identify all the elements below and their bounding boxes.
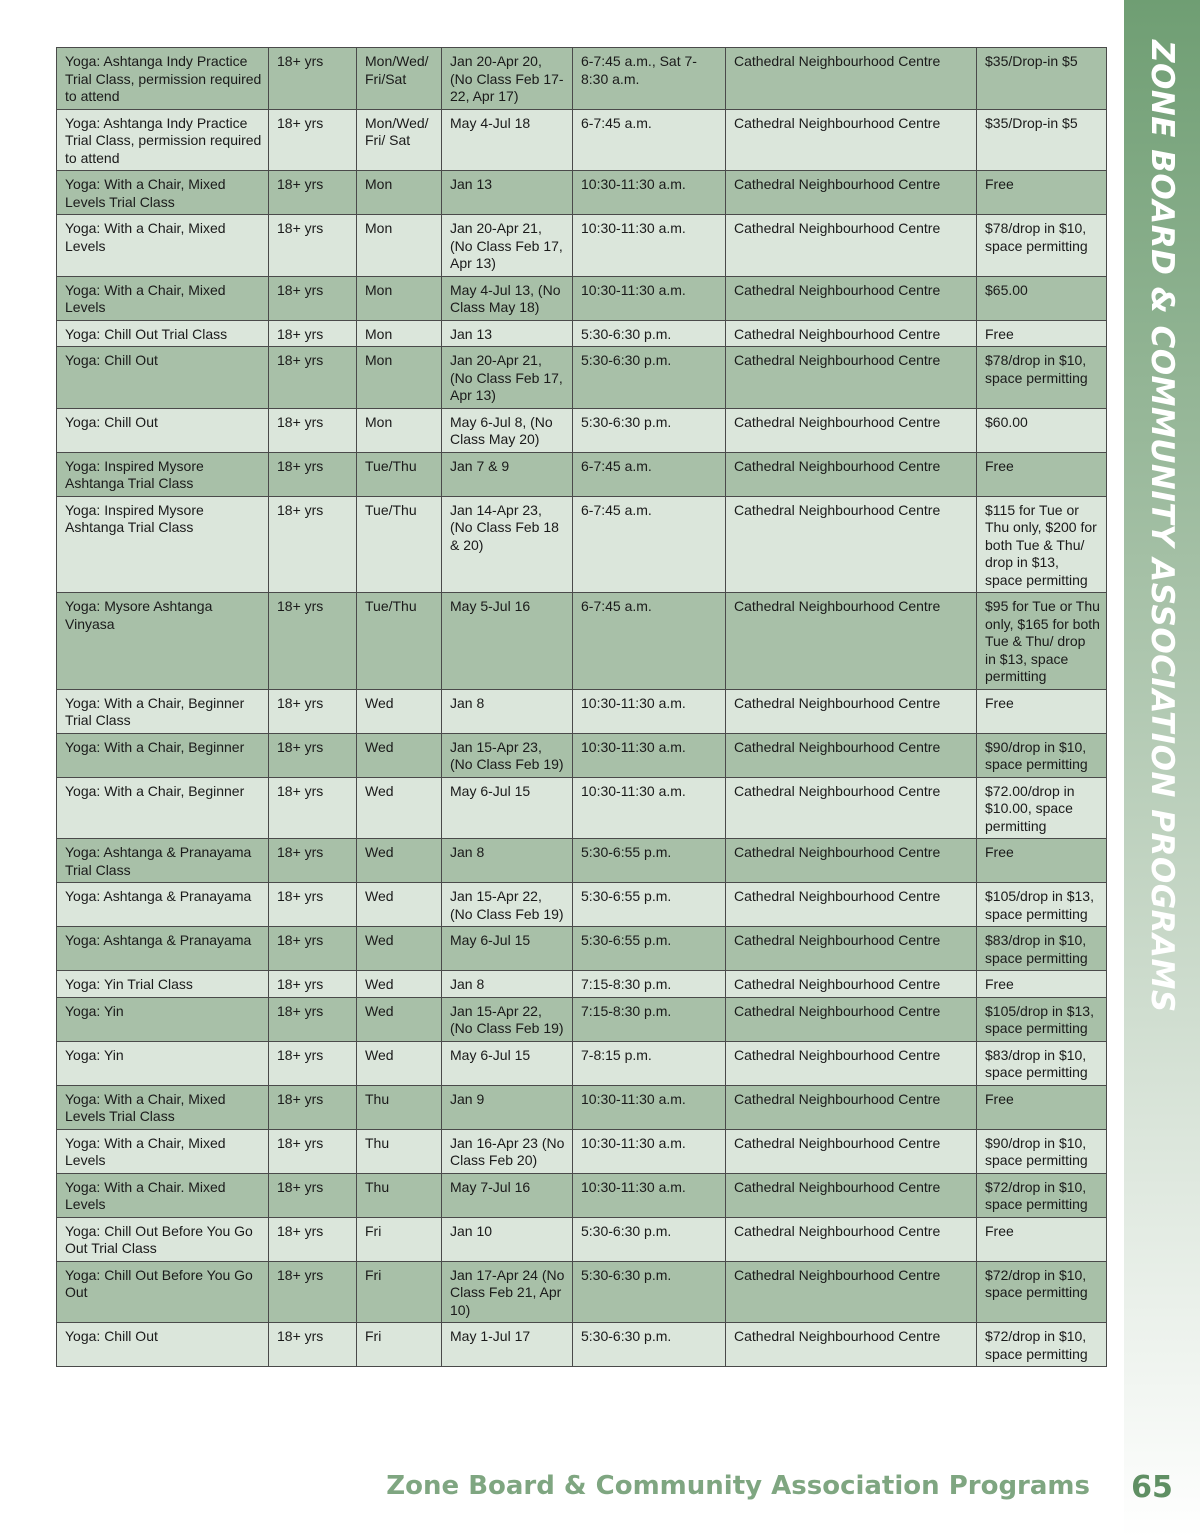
cell-fee: $72/drop in $10, space permitting xyxy=(977,1323,1107,1367)
cell-location: Cathedral Neighbourhood Centre xyxy=(726,215,977,277)
cell-time: 5:30-6:55 p.m. xyxy=(573,883,726,927)
cell-location: Cathedral Neighbourhood Centre xyxy=(726,408,977,452)
cell-age: 18+ yrs xyxy=(269,496,357,593)
cell-location: Cathedral Neighbourhood Centre xyxy=(726,1173,977,1217)
cell-dates: Jan 8 xyxy=(442,971,573,998)
cell-days: Wed xyxy=(357,997,442,1041)
cell-time: 6-7:45 a.m., Sat 7-8:30 a.m. xyxy=(573,48,726,110)
table-row xyxy=(57,689,1107,733)
cell-fee: $83/drop in $10, space permitting xyxy=(977,927,1107,971)
cell-time: 7:15-8:30 p.m. xyxy=(573,971,726,998)
cell-age: 18+ yrs xyxy=(269,1173,357,1217)
cell-location: Cathedral Neighbourhood Centre xyxy=(726,109,977,171)
table-row xyxy=(57,320,1107,347)
cell-time: 10:30-11:30 a.m. xyxy=(573,1173,726,1217)
cell-time: 5:30-6:30 p.m. xyxy=(573,347,726,409)
program-table xyxy=(56,47,1107,1367)
cell-age: 18+ yrs xyxy=(269,971,357,998)
cell-location: Cathedral Neighbourhood Centre xyxy=(726,171,977,215)
cell-dates: May 7-Jul 16 xyxy=(442,1173,573,1217)
table-row xyxy=(57,1261,1107,1323)
cell-fee: Free xyxy=(977,839,1107,883)
cell-location: Cathedral Neighbourhood Centre xyxy=(726,452,977,496)
cell-days: Mon xyxy=(357,215,442,277)
cell-days: Wed xyxy=(357,883,442,927)
table-row xyxy=(57,48,1107,110)
cell-fee: $105/drop in $13, space permitting xyxy=(977,883,1107,927)
cell-dates: Jan 20-Apr 21, (No Class Feb 17, Apr 13) xyxy=(442,347,573,409)
cell-dates: Jan 15-Apr 23, (No Class Feb 19) xyxy=(442,733,573,777)
cell-location: Cathedral Neighbourhood Centre xyxy=(726,276,977,320)
cell-fee: $65.00 xyxy=(977,276,1107,320)
cell-program: Yoga: Mysore Ashtanga Vinyasa xyxy=(57,593,269,690)
table-row xyxy=(57,452,1107,496)
cell-dates: Jan 9 xyxy=(442,1085,573,1129)
cell-dates: Jan 8 xyxy=(442,689,573,733)
cell-time: 10:30-11:30 a.m. xyxy=(573,777,726,839)
cell-program: Yoga: With a Chair. Mixed Levels xyxy=(57,1173,269,1217)
cell-dates: Jan 10 xyxy=(442,1217,573,1261)
cell-time: 10:30-11:30 a.m. xyxy=(573,171,726,215)
cell-days: Wed xyxy=(357,777,442,839)
cell-age: 18+ yrs xyxy=(269,593,357,690)
cell-location: Cathedral Neighbourhood Centre xyxy=(726,347,977,409)
cell-location: Cathedral Neighbourhood Centre xyxy=(726,689,977,733)
table-row xyxy=(57,276,1107,320)
cell-fee: Free xyxy=(977,689,1107,733)
cell-dates: May 5-Jul 16 xyxy=(442,593,573,690)
cell-fee: Free xyxy=(977,320,1107,347)
cell-age: 18+ yrs xyxy=(269,777,357,839)
cell-dates: Jan 20-Apr 20, (No Class Feb 17-22, Apr 17) xyxy=(442,48,573,110)
cell-fee: $90/drop in $10, space permitting xyxy=(977,733,1107,777)
table-row xyxy=(57,927,1107,971)
cell-program: Yoga: Chill Out xyxy=(57,1323,269,1367)
cell-dates: May 6-Jul 15 xyxy=(442,927,573,971)
cell-program: Yoga: With a Chair, Mixed Levels xyxy=(57,276,269,320)
cell-age: 18+ yrs xyxy=(269,452,357,496)
cell-age: 18+ yrs xyxy=(269,276,357,320)
cell-days: Tue/Thu xyxy=(357,452,442,496)
cell-days: Fri xyxy=(357,1217,442,1261)
cell-days: Wed xyxy=(357,1041,442,1085)
cell-days: Thu xyxy=(357,1085,442,1129)
table-row xyxy=(57,1217,1107,1261)
cell-program: Yoga: Inspired Mysore Ashtanga Trial Class xyxy=(57,452,269,496)
cell-days: Tue/Thu xyxy=(357,496,442,593)
cell-time: 5:30-6:30 p.m. xyxy=(573,408,726,452)
cell-dates: Jan 15-Apr 22, (No Class Feb 19) xyxy=(442,883,573,927)
cell-location: Cathedral Neighbourhood Centre xyxy=(726,733,977,777)
cell-age: 18+ yrs xyxy=(269,171,357,215)
cell-program: Yoga: Chill Out Trial Class xyxy=(57,320,269,347)
cell-program: Yoga: Ashtanga & Pranayama Trial Class xyxy=(57,839,269,883)
cell-days: Mon xyxy=(357,276,442,320)
cell-fee: $105/drop in $13, space permitting xyxy=(977,997,1107,1041)
cell-program: Yoga: Chill Out Before You Go Out Trial Class xyxy=(57,1217,269,1261)
cell-age: 18+ yrs xyxy=(269,347,357,409)
cell-location: Cathedral Neighbourhood Centre xyxy=(726,48,977,110)
cell-time: 5:30-6:55 p.m. xyxy=(573,927,726,971)
cell-program: Yoga: Chill Out xyxy=(57,347,269,409)
table-row xyxy=(57,971,1107,998)
cell-days: Mon xyxy=(357,347,442,409)
table-row xyxy=(57,496,1107,593)
cell-dates: Jan 17-Apr 24 (No Class Feb 21, Apr 10) xyxy=(442,1261,573,1323)
cell-age: 18+ yrs xyxy=(269,1217,357,1261)
cell-age: 18+ yrs xyxy=(269,883,357,927)
cell-dates: Jan 16-Apr 23 (No Class Feb 20) xyxy=(442,1129,573,1173)
cell-location: Cathedral Neighbourhood Centre xyxy=(726,593,977,690)
cell-program: Yoga: With a Chair, Beginner xyxy=(57,777,269,839)
cell-dates: Jan 14-Apr 23, (No Class Feb 18 & 20) xyxy=(442,496,573,593)
cell-location: Cathedral Neighbourhood Centre xyxy=(726,883,977,927)
cell-dates: May 4-Jul 13, (No Class May 18) xyxy=(442,276,573,320)
cell-program: Yoga: Ashtanga Indy Practice Trial Class, permission required to attend xyxy=(57,48,269,110)
cell-location: Cathedral Neighbourhood Centre xyxy=(726,997,977,1041)
cell-time: 6-7:45 a.m. xyxy=(573,109,726,171)
cell-dates: May 6-Jul 15 xyxy=(442,777,573,839)
cell-program: Yoga: Yin xyxy=(57,1041,269,1085)
cell-program: Yoga: Yin Trial Class xyxy=(57,971,269,998)
cell-age: 18+ yrs xyxy=(269,927,357,971)
cell-fee: $90/drop in $10, space permitting xyxy=(977,1129,1107,1173)
cell-fee: Free xyxy=(977,171,1107,215)
cell-age: 18+ yrs xyxy=(269,408,357,452)
cell-age: 18+ yrs xyxy=(269,1041,357,1085)
table-row xyxy=(57,777,1107,839)
cell-fee: $78/drop in $10, space permitting xyxy=(977,347,1107,409)
cell-age: 18+ yrs xyxy=(269,1261,357,1323)
cell-location: Cathedral Neighbourhood Centre xyxy=(726,1129,977,1173)
cell-location: Cathedral Neighbourhood Centre xyxy=(726,320,977,347)
cell-program: Yoga: Ashtanga Indy Practice Trial Class, permission required to attend xyxy=(57,109,269,171)
cell-days: Tue/Thu xyxy=(357,593,442,690)
table-row xyxy=(57,1323,1107,1367)
cell-fee: $72/drop in $10, space permitting xyxy=(977,1173,1107,1217)
table-row xyxy=(57,1041,1107,1085)
cell-age: 18+ yrs xyxy=(269,320,357,347)
cell-location: Cathedral Neighbourhood Centre xyxy=(726,1217,977,1261)
cell-location: Cathedral Neighbourhood Centre xyxy=(726,1261,977,1323)
cell-program: Yoga: Yin xyxy=(57,997,269,1041)
cell-time: 5:30-6:30 p.m. xyxy=(573,320,726,347)
cell-location: Cathedral Neighbourhood Centre xyxy=(726,927,977,971)
cell-age: 18+ yrs xyxy=(269,1085,357,1129)
cell-days: Thu xyxy=(357,1129,442,1173)
cell-time: 5:30-6:55 p.m. xyxy=(573,839,726,883)
cell-days: Mon/Wed/ Fri/Sat xyxy=(357,48,442,110)
table-row xyxy=(57,1129,1107,1173)
cell-location: Cathedral Neighbourhood Centre xyxy=(726,839,977,883)
cell-fee: $95 for Tue or Thu only, $165 for both Tue & Thu/ drop in $13, space permitting xyxy=(977,593,1107,690)
cell-fee: $60.00 xyxy=(977,408,1107,452)
cell-age: 18+ yrs xyxy=(269,689,357,733)
cell-time: 7:15-8:30 p.m. xyxy=(573,997,726,1041)
cell-dates: May 6-Jul 8, (No Class May 20) xyxy=(442,408,573,452)
table-row xyxy=(57,171,1107,215)
cell-time: 7-8:15 p.m. xyxy=(573,1041,726,1085)
cell-dates: Jan 20-Apr 21, (No Class Feb 17, Apr 13) xyxy=(442,215,573,277)
cell-location: Cathedral Neighbourhood Centre xyxy=(726,777,977,839)
cell-days: Mon/Wed/ Fri/ Sat xyxy=(357,109,442,171)
cell-fee: $78/drop in $10, space permitting xyxy=(977,215,1107,277)
cell-time: 5:30-6:30 p.m. xyxy=(573,1323,726,1367)
cell-program: Yoga: With a Chair, Beginner Trial Class xyxy=(57,689,269,733)
cell-program: Yoga: Ashtanga & Pranayama xyxy=(57,883,269,927)
table-row xyxy=(57,1173,1107,1217)
cell-fee: $72.00/drop in $10.00, space permitting xyxy=(977,777,1107,839)
table-row xyxy=(57,883,1107,927)
cell-fee: $72/drop in $10, space permitting xyxy=(977,1261,1107,1323)
cell-location: Cathedral Neighbourhood Centre xyxy=(726,971,977,998)
cell-age: 18+ yrs xyxy=(269,109,357,171)
cell-program: Yoga: With a Chair, Mixed Levels xyxy=(57,215,269,277)
cell-age: 18+ yrs xyxy=(269,733,357,777)
table-row xyxy=(57,347,1107,409)
table-row xyxy=(57,997,1107,1041)
cell-program: Yoga: With a Chair, Mixed Levels Trial Class xyxy=(57,171,269,215)
cell-dates: Jan 15-Apr 22, (No Class Feb 19) xyxy=(442,997,573,1041)
cell-days: Mon xyxy=(357,408,442,452)
cell-time: 10:30-11:30 a.m. xyxy=(573,215,726,277)
cell-time: 10:30-11:30 a.m. xyxy=(573,689,726,733)
cell-time: 10:30-11:30 a.m. xyxy=(573,1085,726,1129)
cell-location: Cathedral Neighbourhood Centre xyxy=(726,1323,977,1367)
table-row xyxy=(57,593,1107,690)
cell-days: Mon xyxy=(357,320,442,347)
sidebar-title: ZONE BOARD & COMMUNITY ASSOCIATION PROGRAMS xyxy=(1144,40,1180,1013)
cell-fee: Free xyxy=(977,452,1107,496)
cell-time: 10:30-11:30 a.m. xyxy=(573,733,726,777)
cell-time: 5:30-6:30 p.m. xyxy=(573,1217,726,1261)
table-row xyxy=(57,1085,1107,1129)
cell-program: Yoga: With a Chair, Mixed Levels xyxy=(57,1129,269,1173)
cell-days: Wed xyxy=(357,839,442,883)
cell-fee: Free xyxy=(977,971,1107,998)
table-row xyxy=(57,109,1107,171)
cell-days: Wed xyxy=(357,689,442,733)
cell-time: 6-7:45 a.m. xyxy=(573,496,726,593)
cell-dates: Jan 7 & 9 xyxy=(442,452,573,496)
cell-dates: May 1-Jul 17 xyxy=(442,1323,573,1367)
cell-fee: $35/Drop-in $5 xyxy=(977,48,1107,110)
cell-days: Wed xyxy=(357,971,442,998)
table-row xyxy=(57,733,1107,777)
cell-fee: Free xyxy=(977,1217,1107,1261)
cell-location: Cathedral Neighbourhood Centre xyxy=(726,1085,977,1129)
cell-days: Fri xyxy=(357,1323,442,1367)
cell-days: Thu xyxy=(357,1173,442,1217)
cell-fee: $35/Drop-in $5 xyxy=(977,109,1107,171)
cell-age: 18+ yrs xyxy=(269,48,357,110)
cell-dates: May 6-Jul 15 xyxy=(442,1041,573,1085)
cell-program: Yoga: With a Chair, Beginner xyxy=(57,733,269,777)
cell-fee: $115 for Tue or Thu only, $200 for both Tue & Thu/ drop in $13, space permitting xyxy=(977,496,1107,593)
cell-program: Yoga: Chill Out Before You Go Out xyxy=(57,1261,269,1323)
cell-dates: Jan 13 xyxy=(442,320,573,347)
cell-days: Mon xyxy=(357,171,442,215)
cell-dates: May 4-Jul 18 xyxy=(442,109,573,171)
cell-age: 18+ yrs xyxy=(269,215,357,277)
cell-age: 18+ yrs xyxy=(269,997,357,1041)
cell-time: 10:30-11:30 a.m. xyxy=(573,1129,726,1173)
page-number: 65 xyxy=(1131,1470,1173,1505)
cell-days: Wed xyxy=(357,733,442,777)
cell-location: Cathedral Neighbourhood Centre xyxy=(726,1041,977,1085)
cell-location: Cathedral Neighbourhood Centre xyxy=(726,496,977,593)
cell-fee: $83/drop in $10, space permitting xyxy=(977,1041,1107,1085)
cell-days: Wed xyxy=(357,927,442,971)
footer-section-title: Zone Board & Community Association Programs xyxy=(386,1471,1090,1501)
cell-time: 6-7:45 a.m. xyxy=(573,593,726,690)
cell-time: 5:30-6:30 p.m. xyxy=(573,1261,726,1323)
cell-program: Yoga: Inspired Mysore Ashtanga Trial Class xyxy=(57,496,269,593)
cell-age: 18+ yrs xyxy=(269,1129,357,1173)
cell-fee: Free xyxy=(977,1085,1107,1129)
table-row xyxy=(57,408,1107,452)
cell-age: 18+ yrs xyxy=(269,839,357,883)
cell-time: 10:30-11:30 a.m. xyxy=(573,276,726,320)
cell-program: Yoga: Ashtanga & Pranayama xyxy=(57,927,269,971)
cell-program: Yoga: Chill Out xyxy=(57,408,269,452)
table-row xyxy=(57,839,1107,883)
program-table-body xyxy=(57,48,1107,1367)
cell-program: Yoga: With a Chair, Mixed Levels Trial Class xyxy=(57,1085,269,1129)
cell-age: 18+ yrs xyxy=(269,1323,357,1367)
cell-time: 6-7:45 a.m. xyxy=(573,452,726,496)
table-row xyxy=(57,215,1107,277)
cell-dates: Jan 13 xyxy=(442,171,573,215)
cell-days: Fri xyxy=(357,1261,442,1323)
cell-dates: Jan 8 xyxy=(442,839,573,883)
